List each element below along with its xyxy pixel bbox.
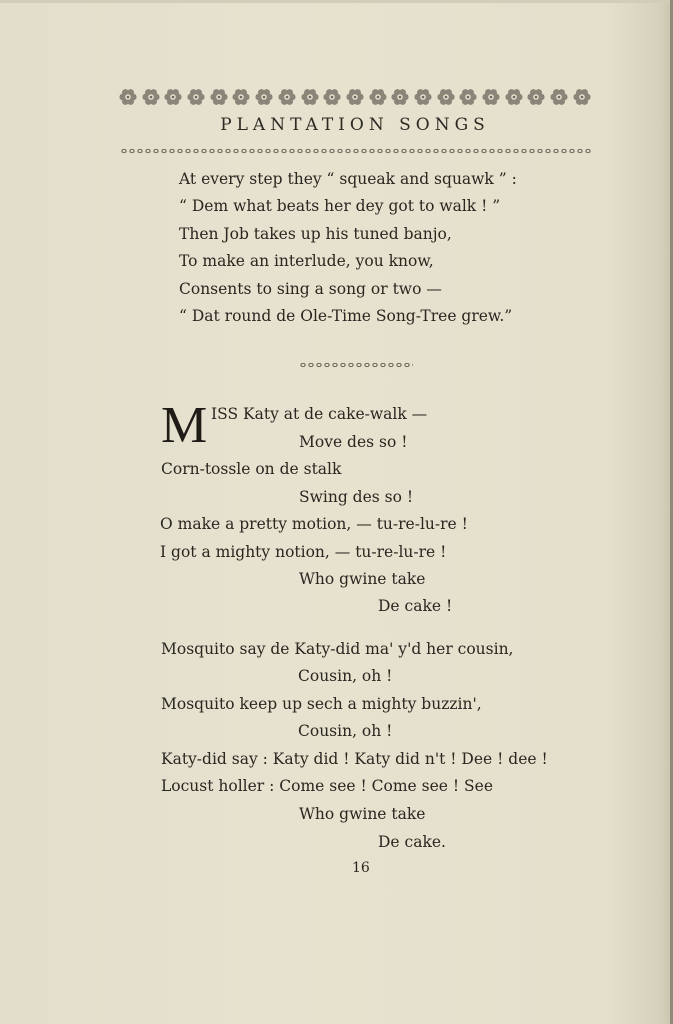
flower-ornament-icon — [458, 87, 478, 107]
flower-ornament-icon — [163, 87, 183, 107]
verse-line: Mosquito say de Katy-did ma' y'd her cousin, — [161, 640, 514, 658]
flower-ornament-icon — [322, 87, 342, 107]
verse-line: O make a pretty motion, — tu-re-lu-re ! — [160, 515, 468, 533]
verse-line: De cake. — [378, 833, 446, 851]
verse-line: Swing des so ! — [299, 488, 414, 506]
flower-ornament-icon — [436, 87, 456, 107]
flower-ornament-band — [118, 86, 592, 108]
verse-line: Cousin, oh ! — [298, 722, 393, 740]
verse-line: Move des so ! — [299, 433, 408, 451]
flower-ornament-icon — [413, 87, 433, 107]
verse-line: ISS Katy at de cake-walk — — [211, 405, 428, 423]
verse-line: Who gwine take — [299, 570, 426, 588]
verse-line: Consents to sing a song or two — — [179, 280, 442, 298]
verse-line: Corn-tossle on de stalk — [161, 460, 342, 478]
flower-ornament-icon — [118, 87, 138, 107]
verse-line: Locust holler : Come see ! Come see ! See — [161, 777, 493, 795]
running-head: PLANTATION SONGS — [220, 115, 490, 135]
page-top-edge — [0, 0, 673, 3]
flower-ornament-icon — [186, 87, 206, 107]
verse-line: Katy-did say : Katy did ! Katy did n't ! Dee ! dee ! — [161, 750, 548, 768]
flower-ornament-icon — [209, 87, 229, 107]
flower-ornament-icon — [141, 87, 161, 107]
verse-line: “ Dem what beats her dey got to walk ! ” — [179, 197, 501, 215]
verse-line: Mosquito keep up sech a mighty buzzin', — [161, 695, 482, 713]
flower-ornament-icon — [549, 87, 569, 107]
verse-line: Cousin, oh ! — [298, 667, 393, 685]
verse-line: To make an interlude, you know, — [179, 252, 434, 270]
flower-ornament-icon — [526, 87, 546, 107]
verse-line: Then Job takes up his tuned banjo, — [179, 225, 452, 243]
section-divider-ornament — [299, 361, 413, 369]
flower-ornament-icon — [481, 87, 501, 107]
chain-rule-ornament — [120, 147, 592, 155]
verse-line: At every step they “ squeak and squawk ” : — [179, 170, 517, 188]
verse-line: Who gwine take — [299, 805, 426, 823]
flower-ornament-icon — [300, 87, 320, 107]
flower-ornament-icon — [390, 87, 410, 107]
flower-ornament-icon — [277, 87, 297, 107]
flower-ornament-icon — [254, 87, 274, 107]
drop-cap: M — [161, 397, 208, 454]
page-number: 16 — [352, 860, 370, 876]
flower-ornament-icon — [231, 87, 251, 107]
flower-ornament-icon — [345, 87, 365, 107]
verse-line: De cake ! — [378, 597, 453, 615]
verse-line: “ Dat round de Ole-Time Song-Tree grew.” — [179, 307, 513, 325]
flower-ornament-icon — [572, 87, 592, 107]
verse-line: I got a mighty notion, — tu-re-lu-re ! — [160, 543, 447, 561]
flower-ornament-icon — [368, 87, 388, 107]
flower-ornament-icon — [504, 87, 524, 107]
